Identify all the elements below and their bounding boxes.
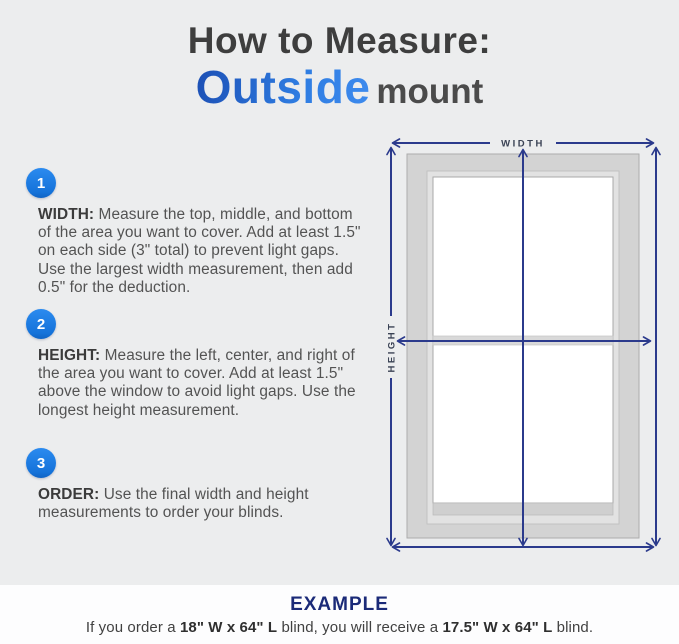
title-line2 bbox=[0, 60, 679, 113]
example-section bbox=[0, 585, 679, 644]
step-order bbox=[26, 448, 370, 522]
step-label: WIDTH: bbox=[38, 206, 95, 223]
step-height bbox=[26, 309, 370, 420]
title-suffix: mount bbox=[376, 71, 484, 111]
width-dimension-label: WIDTH bbox=[501, 138, 545, 150]
example-ordered-size: 18" W x 64" L bbox=[179, 619, 278, 636]
step-body: Use the final width and height measurements to order your blinds. bbox=[38, 486, 309, 522]
page-title bbox=[0, 22, 679, 111]
example-middle: blind, you will receive a bbox=[277, 619, 443, 636]
step-description bbox=[38, 486, 368, 522]
step-number-badge: 2 bbox=[26, 309, 56, 339]
step-width bbox=[26, 168, 370, 297]
step-number-badge: 3 bbox=[26, 448, 56, 478]
step-label: HEIGHT: bbox=[38, 347, 101, 364]
step-number-badge: 1 bbox=[26, 168, 56, 198]
step-body: Measure the top, middle, and bottom of the area you want to cover. Add at least 1.5" on each side (3" total) to prevent light gaps. Use the largest width measurement, then add 0.5" for the deduction. bbox=[38, 206, 361, 296]
title-highlight: Outside bbox=[195, 60, 371, 113]
step-description bbox=[38, 347, 368, 420]
example-sentence bbox=[0, 619, 679, 636]
step-label: ORDER: bbox=[38, 486, 100, 503]
title-line1: How to Measure: bbox=[187, 20, 492, 61]
window-measurement-diagram bbox=[380, 130, 672, 560]
example-suffix: blind. bbox=[552, 619, 594, 636]
example-prefix: If you order a bbox=[85, 619, 180, 636]
height-dimension-label: HEIGHT bbox=[386, 321, 398, 373]
step-description bbox=[38, 206, 368, 297]
example-received-size: 17.5" W x 64" L bbox=[442, 619, 553, 636]
step-body: Measure the left, center, and right of the area you want to cover. Add at least 1.5" above the window to avoid light gaps. Use the longest height measurement. bbox=[38, 347, 356, 419]
example-heading: EXAMPLE bbox=[290, 594, 389, 615]
